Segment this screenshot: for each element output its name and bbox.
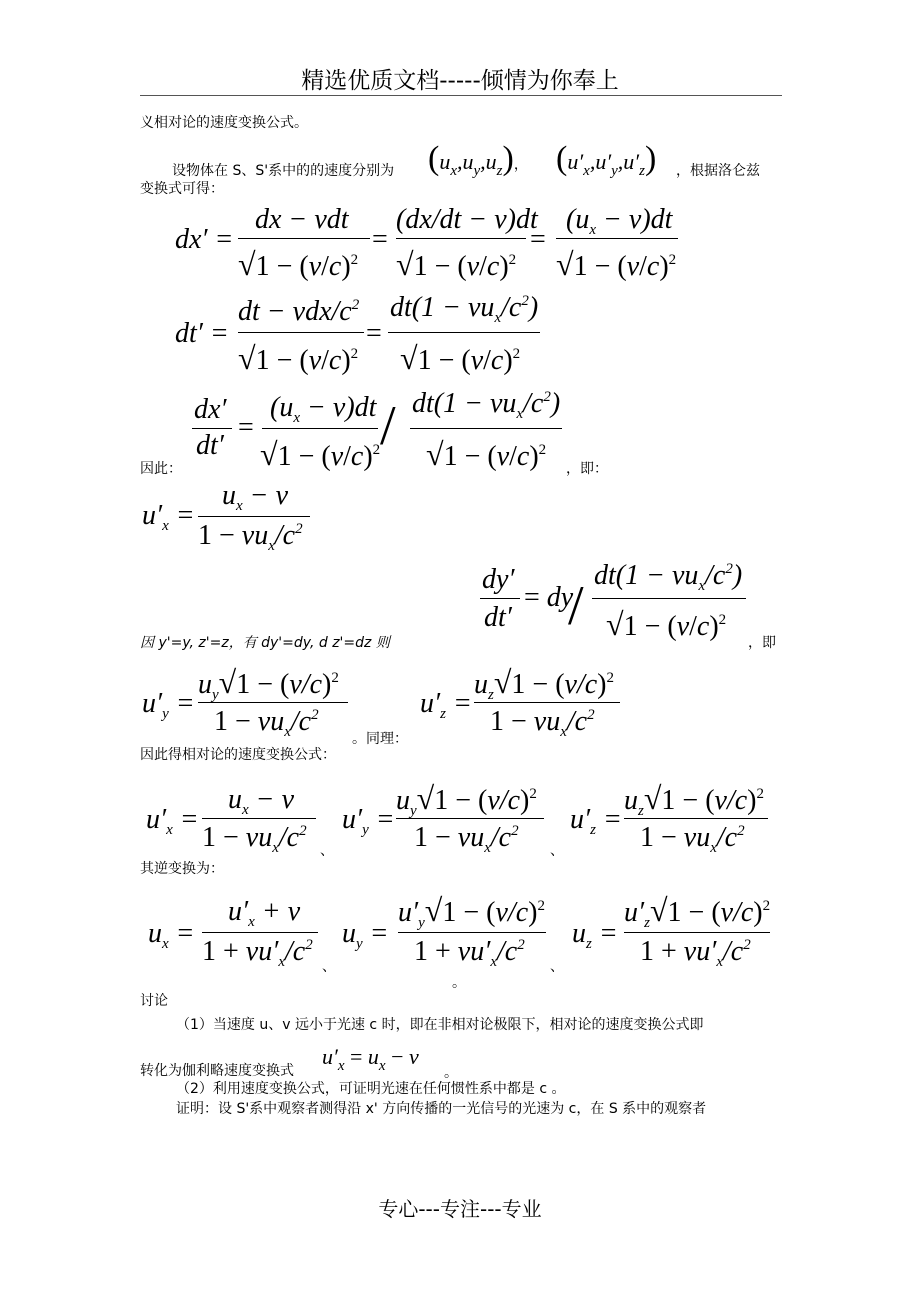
page-header: 精选优质文档-----倾情为你奉上 — [301, 68, 619, 94]
discussion-point-1: （1）当速度 u、v 远小于光速 c 时，即在非相对论极限下，相对论的速度变换公式即 — [176, 1017, 704, 1033]
inverse-label: 其逆变换为： — [140, 861, 224, 877]
likewise-label: 。同理： — [352, 731, 408, 747]
paragraph-2c: 变换式可得： — [140, 181, 224, 197]
discussion-heading: 讨论 — [140, 993, 168, 1009]
ie-label: ，即： — [566, 461, 608, 477]
because-label: 因 y'=y, z'=z，有 dy'=dy, d z'=dz 则 — [140, 635, 390, 651]
discussion-point-1b: 转化为伽利略速度变换式 — [140, 1063, 294, 1079]
velocity-tuple-s: $(u_x,u_y,u_z)$， — [428, 140, 528, 179]
velocity-tuple-s-prime: $(u'_x,u'_y,u'_z)$ — [556, 140, 657, 179]
therefore-label: 因此： — [140, 461, 182, 477]
header-divider — [140, 95, 782, 96]
thus-label: 因此得相对论的速度变换公式： — [140, 747, 336, 763]
galilean-period: 。 — [444, 1065, 458, 1081]
proof-text: 证明：设 S'系中观察者测得沿 x' 方向传播的一光信号的光速为 c，在 S 系中的观察者 — [176, 1101, 707, 1117]
paragraph-2b: ，根据洛仑兹 — [676, 163, 760, 179]
ie2-label: ，即 — [748, 635, 776, 651]
paragraph-2a: 设物体在 S、S'系中的的速度分别为 — [172, 163, 395, 179]
discussion-point-2: （2）利用速度变换公式，可证明光速在任何惯性系中都是 c 。 — [176, 1081, 566, 1097]
paragraph-1: 义相对论的速度变换公式。 — [140, 115, 308, 131]
page-footer: 专心---专注---专业 — [378, 1197, 542, 1221]
equation-galilean: $u'_x = u_x - v$ — [322, 1044, 419, 1074]
